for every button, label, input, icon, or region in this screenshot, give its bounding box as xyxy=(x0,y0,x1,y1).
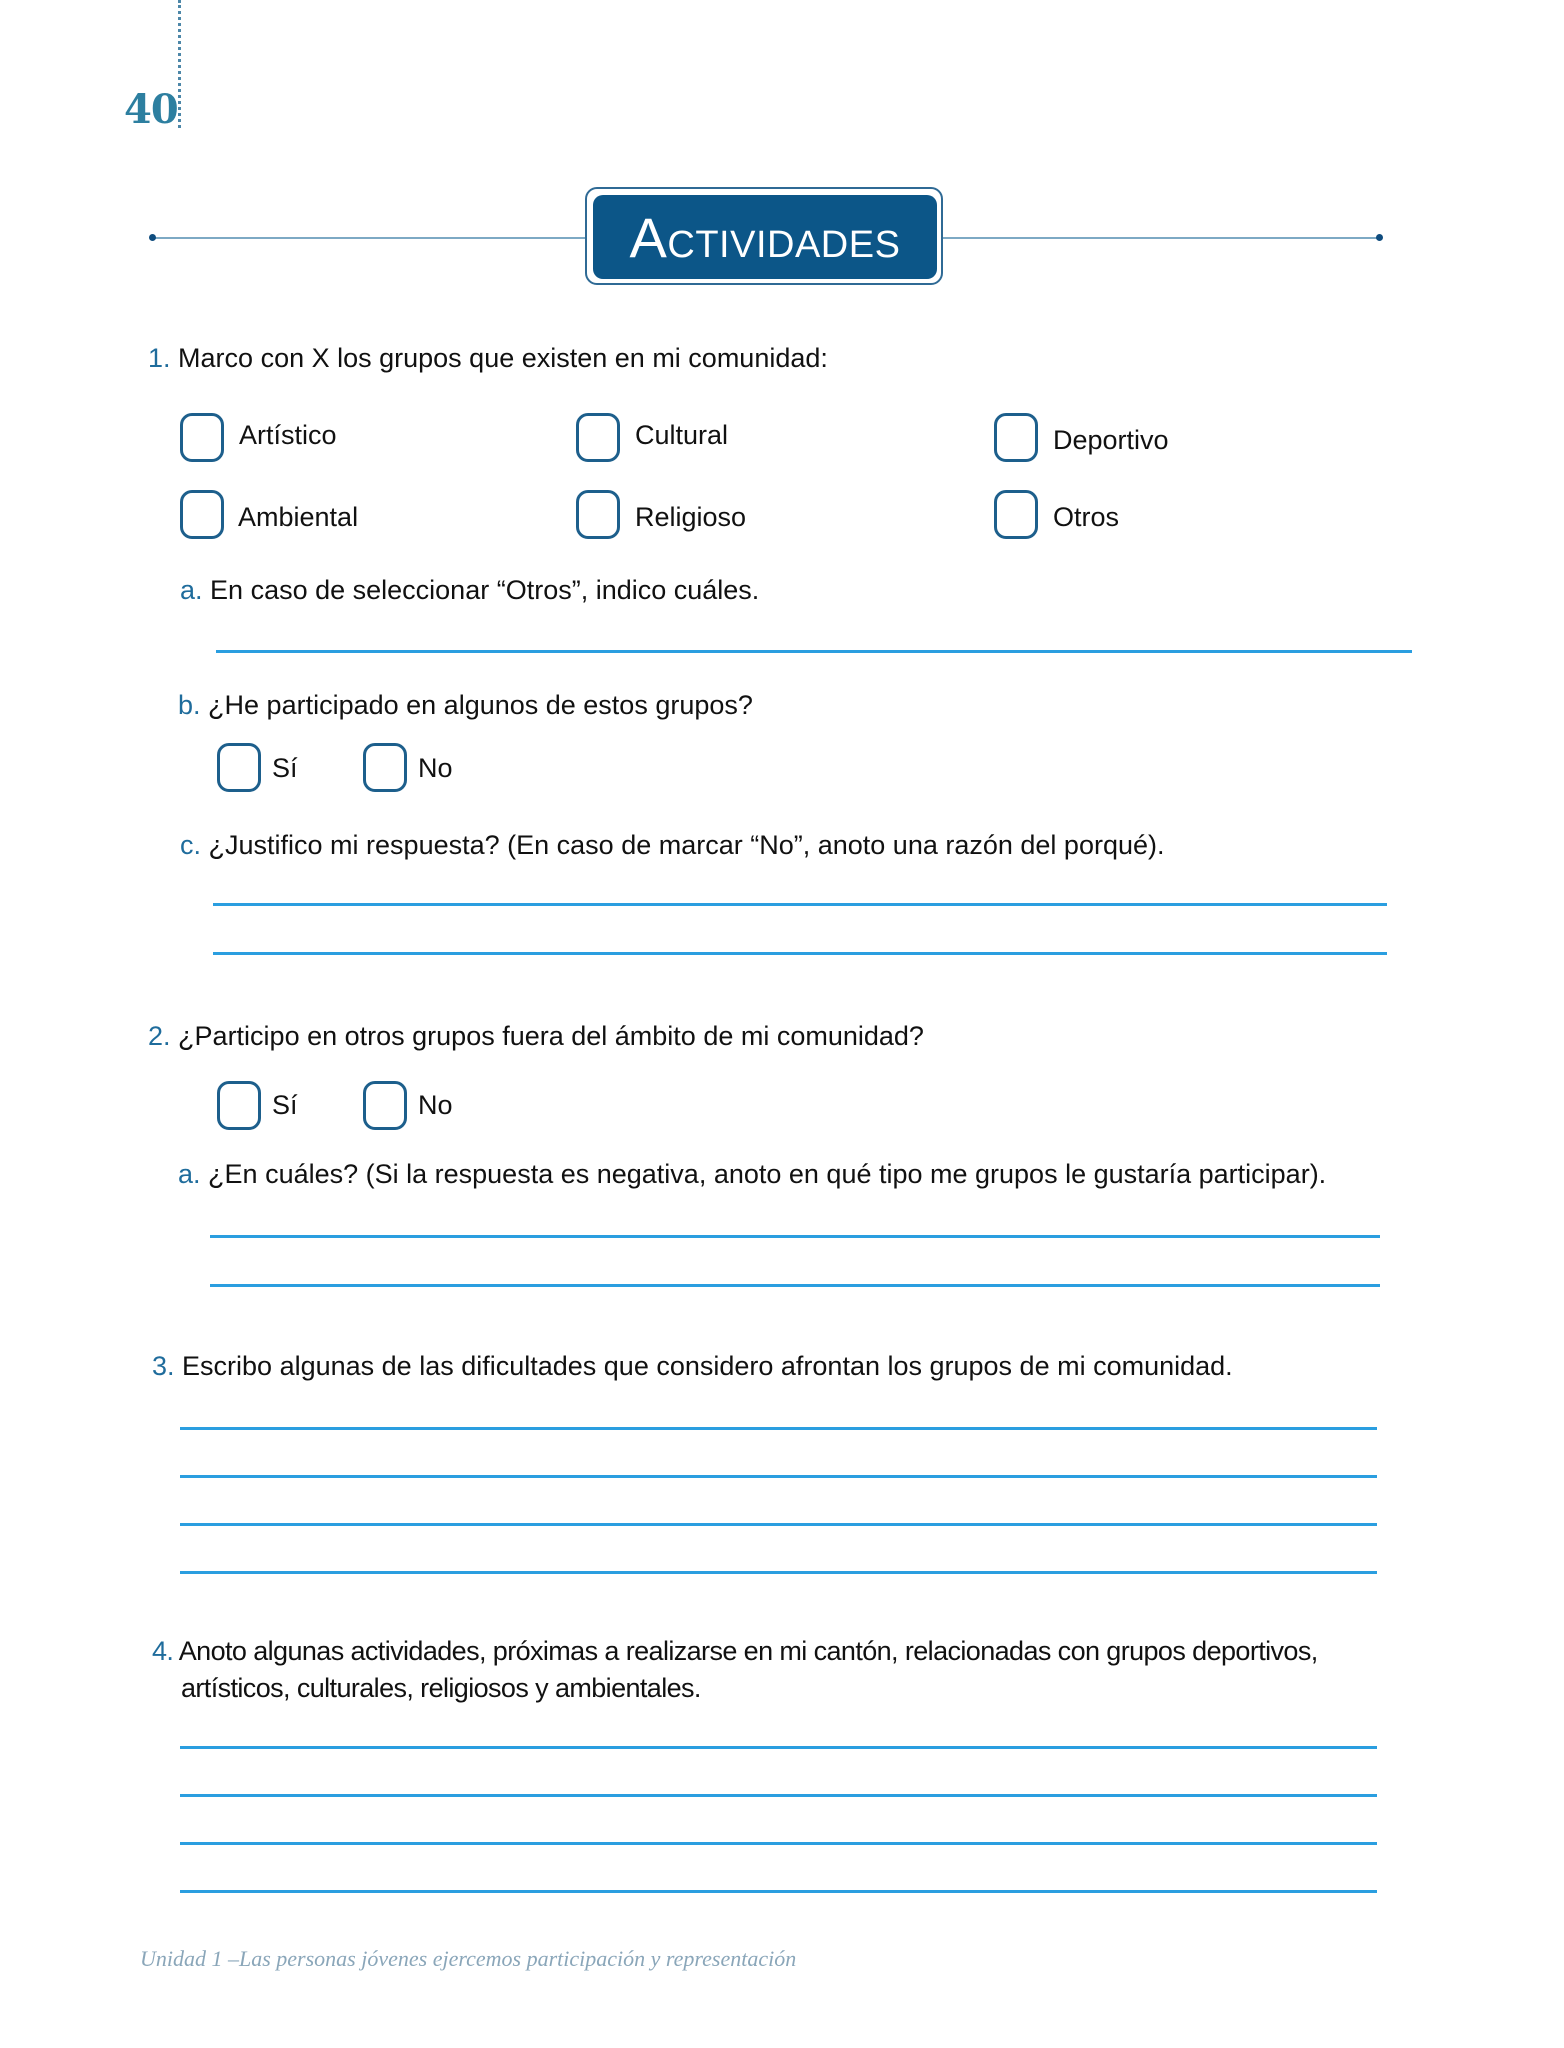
sub-question-1b xyxy=(178,688,753,722)
question-number: 4. xyxy=(152,1636,174,1666)
sub-question-text: ¿Justifico mi respuesta? (En caso de marcar “No”, anoto una razón del porqué). xyxy=(208,830,1165,860)
question-text: Escribo algunas de las dificultades que considero afrontan los grupos de mi comunidad. xyxy=(182,1351,1233,1381)
answer-line[interactable] xyxy=(180,1571,1377,1574)
checkbox-religioso[interactable] xyxy=(576,490,620,539)
checkbox-cultural[interactable] xyxy=(576,413,620,462)
answer-line[interactable] xyxy=(180,1746,1377,1749)
section-title-initial: A xyxy=(629,205,668,269)
answer-line[interactable] xyxy=(213,952,1387,955)
question-4 xyxy=(152,1634,1318,1668)
margin-dotted-rule xyxy=(178,0,181,128)
sub-question-letter: a. xyxy=(178,1159,201,1189)
question-number: 3. xyxy=(152,1351,175,1381)
question-number: 1. xyxy=(148,343,171,373)
option-label-deportivo: Deportivo xyxy=(1053,425,1169,455)
question-text: ¿Participo en otros grupos fuera del ámbito de mi comunidad? xyxy=(178,1021,924,1051)
question-number: 2. xyxy=(148,1021,171,1051)
option-label-religioso: Religioso xyxy=(635,502,747,532)
option-label-ambiental: Ambiental xyxy=(238,502,359,532)
option-label-si: Sí xyxy=(272,753,298,783)
question-4-continued xyxy=(181,1671,701,1705)
option-label-no: No xyxy=(418,1090,453,1120)
sub-question-letter: a. xyxy=(180,575,203,605)
sub-question-letter: c. xyxy=(180,830,202,860)
question-1 xyxy=(148,341,828,375)
question-text-line-1: Anoto algunas actividades, próximas a realizarse en mi cantón, relacionadas con grupos deportivos, xyxy=(178,1636,1318,1666)
option-label-artistico: Artístico xyxy=(239,420,337,450)
checkbox-artistico[interactable] xyxy=(180,413,224,462)
checkbox-ambiental[interactable] xyxy=(180,490,224,539)
option-label-no: No xyxy=(418,753,453,783)
sub-question-1c xyxy=(180,828,1165,862)
answer-line[interactable] xyxy=(180,1523,1377,1526)
sub-question-text: ¿He participado en algunos de estos grupos? xyxy=(208,690,753,720)
sub-question-2a xyxy=(178,1157,1326,1191)
question-text: Marco con X los grupos que existen en mi comunidad: xyxy=(178,343,828,373)
checkbox-otros[interactable] xyxy=(994,490,1038,539)
answer-line[interactable] xyxy=(216,650,1412,653)
sub-question-1a xyxy=(180,573,759,607)
section-title-rest: CTIVIDADES xyxy=(667,223,901,266)
checkbox-no[interactable] xyxy=(363,743,407,792)
question-3 xyxy=(152,1349,1233,1383)
checkbox-deportivo[interactable] xyxy=(994,413,1038,462)
answer-line[interactable] xyxy=(180,1842,1377,1845)
sub-question-text: En caso de seleccionar “Otros”, indico cuáles. xyxy=(210,575,760,605)
question-text-line-2: artísticos, culturales, religiosos y ambientales. xyxy=(181,1673,701,1703)
section-banner xyxy=(593,195,937,279)
rule-dot-left xyxy=(149,234,156,241)
answer-line[interactable] xyxy=(180,1890,1377,1893)
checkbox-si[interactable] xyxy=(217,743,261,792)
page-number: 40 xyxy=(124,86,178,133)
sub-question-letter: b. xyxy=(178,690,201,720)
answer-line[interactable] xyxy=(210,1284,1380,1287)
footer-unit-title: Unidad 1 –Las personas jóvenes ejercemos participación y representación xyxy=(140,1946,797,1971)
answer-line[interactable] xyxy=(180,1475,1377,1478)
answer-line[interactable] xyxy=(213,903,1387,906)
answer-line[interactable] xyxy=(210,1235,1380,1238)
checkbox-no[interactable] xyxy=(363,1081,407,1130)
sub-question-text: ¿En cuáles? (Si la respuesta es negativa, anoto en qué tipo me grupos le gustaría participar). xyxy=(208,1159,1327,1189)
question-2 xyxy=(148,1019,924,1053)
option-label-cultural: Cultural xyxy=(635,420,729,450)
answer-line[interactable] xyxy=(180,1794,1377,1797)
option-label-si: Sí xyxy=(272,1090,298,1120)
answer-line[interactable] xyxy=(180,1427,1377,1430)
rule-dot-right xyxy=(1376,234,1383,241)
option-label-otros: Otros xyxy=(1053,502,1120,532)
section-title xyxy=(630,205,901,270)
checkbox-si[interactable] xyxy=(217,1081,261,1130)
